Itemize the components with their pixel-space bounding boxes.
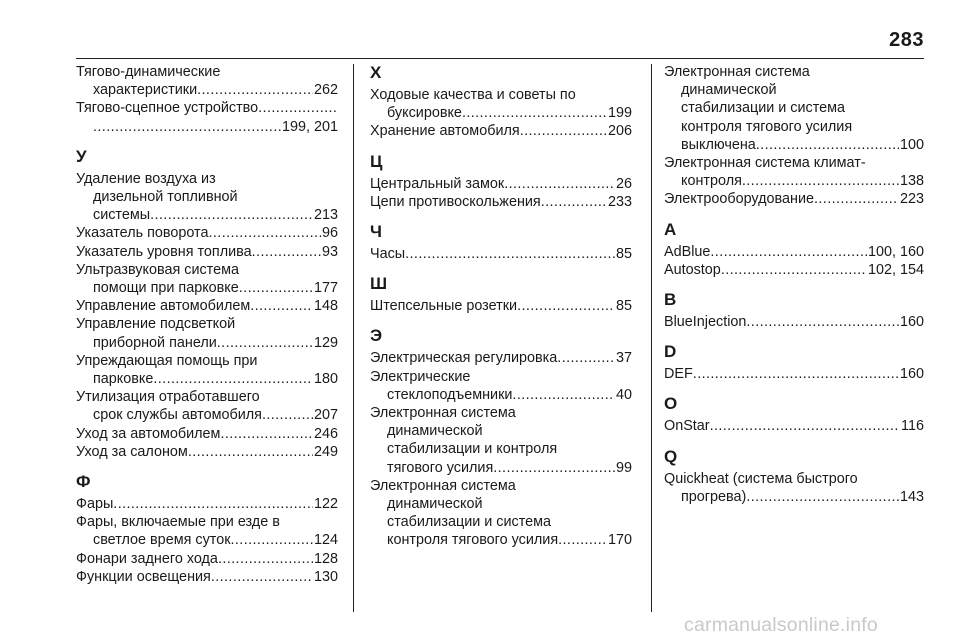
- index-entry: [76, 224, 338, 242]
- entry-page: 26: [615, 175, 632, 192]
- entry-term: Функции освещения: [76, 568, 211, 585]
- section-letter: O: [664, 394, 678, 414]
- watermark: carmanualsonline.info: [684, 614, 878, 636]
- entry-leader-line: [664, 136, 924, 154]
- index-entry: [370, 175, 632, 193]
- index-entry: [76, 550, 338, 568]
- entry-term: Тягово-сцепное устройство: [76, 100, 259, 117]
- entry-page: 96: [321, 225, 338, 242]
- section-letter: B: [664, 290, 677, 310]
- entry-term: системы: [93, 207, 151, 224]
- entry-leader-line: [76, 279, 338, 297]
- entry-text: Тягово-динамические: [76, 64, 221, 80]
- index-entry: [370, 368, 632, 404]
- entry-term: Указатель поворота: [76, 225, 209, 242]
- entry-page: 124: [313, 532, 338, 549]
- entry-term: Электрооборудование: [664, 191, 815, 208]
- entry-leader-line: [664, 172, 924, 190]
- index-entry: [370, 404, 632, 477]
- index-column-2: [370, 63, 632, 550]
- entry-text: стабилизации и система: [681, 100, 846, 117]
- entry-page: 249: [313, 443, 338, 460]
- entry-term: Часы: [370, 246, 406, 263]
- entry-text: Ультразвуковая система: [76, 261, 240, 278]
- entry-term: светлое время суток: [93, 532, 231, 549]
- entry-text: Электронная система: [370, 477, 516, 494]
- entry-page: 143: [899, 488, 924, 505]
- section-letter: Q: [664, 446, 678, 466]
- entry-page: 262: [313, 82, 338, 99]
- section-letter: Х: [370, 63, 382, 82]
- entry-page: 100: [899, 136, 924, 153]
- entry-text: дизельной топливной: [93, 189, 238, 206]
- index-column-1: [76, 63, 338, 586]
- section-letter: Ш: [370, 274, 388, 294]
- entry-page: 148: [313, 298, 338, 315]
- entry-page: 206: [607, 123, 632, 140]
- entry-page: 85: [615, 246, 632, 263]
- column-divider-1: [353, 64, 354, 612]
- entry-term: Уход за салоном: [76, 443, 188, 460]
- entry-page: 199: [607, 105, 632, 122]
- entry-term: парковке: [93, 371, 154, 388]
- section-letter: Э: [370, 326, 383, 346]
- index-entry: [76, 443, 338, 461]
- index-entry: [370, 297, 632, 315]
- index-entry: [664, 190, 924, 208]
- entry-leader-line: [76, 334, 338, 352]
- entry-term: OnStar: [664, 418, 710, 435]
- entry-term: срок службы автомобиля: [93, 407, 262, 424]
- index-entry: [76, 315, 338, 351]
- entry-term: буксировке: [387, 105, 462, 122]
- index-entry: [370, 193, 632, 211]
- entry-page: 180: [313, 371, 338, 388]
- header-rule: [76, 58, 924, 59]
- entry-term: Autostop: [664, 261, 721, 278]
- entry-text: Электрические: [370, 368, 471, 385]
- index-entry: [664, 313, 924, 331]
- entry-leader-line: [76, 406, 338, 424]
- entry-page: 40: [615, 386, 632, 403]
- entry-page: 177: [313, 280, 338, 297]
- index-entry: [76, 352, 338, 388]
- entry-page: 160: [899, 314, 924, 331]
- section-letter: D: [664, 342, 677, 362]
- entry-page: 122: [313, 496, 338, 513]
- entry-page: 138: [899, 173, 924, 190]
- entry-page: 223: [899, 191, 924, 208]
- entry-term: Электрическая регулировка: [370, 350, 558, 367]
- index-entry: [76, 170, 338, 225]
- entry-leader-line: [76, 531, 338, 549]
- entry-text: Ходовые качества и советы по: [370, 87, 576, 103]
- entry-leader-line: [370, 531, 632, 549]
- index-entry: [76, 297, 338, 315]
- index-entry: [370, 245, 632, 263]
- index-entry: [76, 243, 338, 261]
- index-entry: [76, 63, 338, 99]
- entry-text: контроля тягового усилия: [681, 118, 853, 135]
- entry-text: Упреждающая помощь при: [76, 352, 258, 369]
- section-letter: Ф: [76, 472, 91, 492]
- entry-text: динамической: [681, 82, 777, 99]
- entry-text: Электронная система: [664, 64, 810, 80]
- index-entry: [76, 99, 338, 135]
- entry-term: Цепи противоскольжения: [370, 193, 541, 210]
- entry-page: 116: [901, 418, 924, 435]
- index-entry: [76, 568, 338, 586]
- entry-term: BlueInjection: [664, 314, 747, 331]
- entry-leader-line: [370, 386, 632, 404]
- column-divider-2: [651, 64, 652, 612]
- index-entry: [664, 417, 924, 435]
- entry-text: Утилизация отработавшего: [76, 389, 260, 406]
- entry-leader-line: [370, 104, 632, 122]
- entry-term: Уход за автомобилем: [76, 425, 221, 442]
- entry-term: стеклоподъемники: [387, 386, 513, 403]
- entry-term: тягового усилия: [387, 459, 494, 476]
- entry-text: Электронная система климат-: [664, 155, 866, 172]
- entry-text: стабилизации и система: [387, 514, 552, 531]
- entry-page: 233: [607, 193, 632, 210]
- index-entry: [76, 388, 338, 424]
- entry-text: Удаление воздуха из: [76, 170, 216, 187]
- entry-text: Управление подсветкой: [76, 316, 236, 333]
- entry-term: Хранение автомобиля: [370, 123, 520, 140]
- entry-page: 213: [313, 207, 338, 224]
- section-letter: Ц: [370, 151, 383, 171]
- index-entry: [76, 425, 338, 443]
- entry-term: выключена: [681, 136, 756, 153]
- entry-leader-line: [76, 118, 338, 136]
- entry-page: 85: [615, 298, 632, 315]
- index-entry: [664, 470, 924, 506]
- entry-leader-line: [76, 206, 338, 224]
- index-entry: [76, 495, 338, 513]
- index-entry: [664, 365, 924, 383]
- index-entry: [370, 349, 632, 367]
- entry-text: стабилизации и контроля: [387, 441, 558, 458]
- entry-leader-line: [76, 81, 338, 99]
- index-entry: [370, 86, 632, 122]
- entry-term: DEF: [664, 366, 693, 383]
- entry-page: 102, 154: [867, 261, 924, 278]
- entry-page: 207: [313, 407, 338, 424]
- index-entry: [370, 122, 632, 140]
- section-letter: A: [664, 219, 677, 239]
- entry-term: контроля тягового усилия: [387, 532, 559, 549]
- index-entry: [664, 261, 924, 279]
- entry-term: характеристики: [93, 82, 198, 99]
- entry-term: Указатель уровня топлива: [76, 243, 252, 260]
- entry-page: 37: [615, 350, 632, 367]
- entry-text: динамической: [387, 423, 483, 440]
- index-column-3: [664, 63, 924, 506]
- entry-page: 99: [615, 459, 632, 476]
- section-letter: У: [76, 146, 87, 166]
- entry-text: Фары, включаемые при езде в: [76, 514, 280, 531]
- entry-leader-line: [370, 459, 632, 477]
- index-entry: [664, 63, 924, 154]
- entry-term: Центральный замок: [370, 175, 505, 192]
- entry-page: 128: [313, 550, 338, 567]
- entry-term: Штепсельные розетки: [370, 298, 518, 315]
- entry-page: 160: [899, 366, 924, 383]
- entry-leader-line: [664, 488, 924, 506]
- entry-leader-line: [76, 370, 338, 388]
- entry-page: 93: [321, 243, 338, 260]
- entry-page: 129: [313, 334, 338, 351]
- entry-leader-line: [76, 99, 338, 117]
- index-entry: [664, 154, 924, 190]
- entry-term: AdBlue: [664, 243, 711, 260]
- entry-term: помощи при парковке: [93, 280, 239, 297]
- entry-page: 199, 201: [281, 118, 338, 135]
- index-entry: [76, 513, 338, 549]
- entry-text: динамической: [387, 496, 483, 513]
- entry-term: контроля: [681, 173, 742, 190]
- entry-term: Фонари заднего хода: [76, 550, 218, 567]
- entry-term: приборной панели: [93, 334, 217, 351]
- entry-page: 130: [313, 568, 338, 585]
- entry-page: 246: [313, 425, 338, 442]
- page-number: 283: [889, 29, 924, 51]
- entry-page: 170: [607, 532, 632, 549]
- entry-text: Quickheat (система быстрого: [664, 470, 858, 487]
- section-letter: Ч: [370, 222, 382, 242]
- index-entry: [76, 261, 338, 297]
- entry-term: прогрева): [681, 488, 747, 505]
- index-entry: [664, 243, 924, 261]
- entry-page: 100, 160: [867, 243, 924, 260]
- entry-text: Электронная система: [370, 405, 516, 422]
- entry-term: Фары: [76, 496, 114, 513]
- index-entry: [370, 477, 632, 550]
- entry-term: Управление автомобилем: [76, 298, 251, 315]
